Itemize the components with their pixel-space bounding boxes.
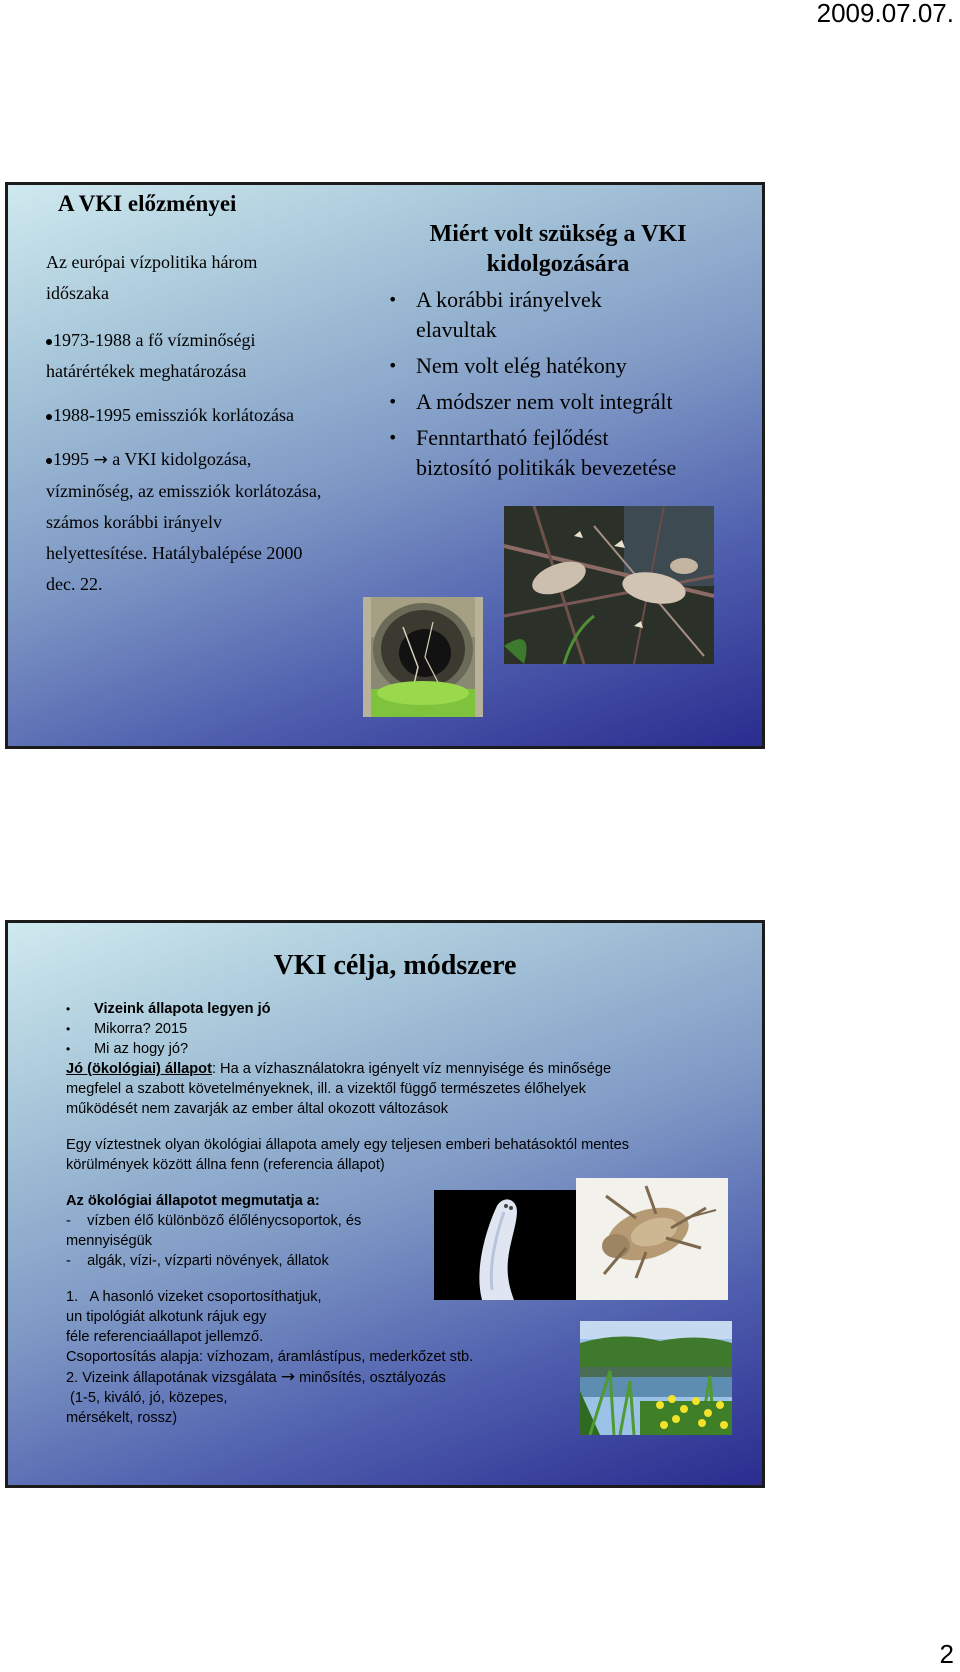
- arrow-right-icon: →: [280, 1367, 295, 1387]
- period-text: 1988-1995 emissziók korlátozása: [53, 405, 294, 425]
- arrow-right-icon: →: [93, 450, 108, 470]
- bullet-dot-icon: [46, 339, 52, 345]
- slide-vki-history: [5, 182, 765, 749]
- reason-text: Fenntartható fejlődést: [416, 425, 609, 450]
- definition-line: működését nem zavarják az ember által okozott változások: [66, 1101, 449, 1117]
- goal-text: Mikorra? 2015: [94, 1021, 188, 1037]
- bullet-icon: •: [66, 1022, 71, 1036]
- definition-term: Jó (ökológiai) állapot: [66, 1061, 212, 1077]
- reason-text: A korábbi irányelvek: [416, 287, 602, 312]
- reasons-title-line: kidolgozására: [486, 251, 630, 277]
- page-number: 2: [939, 1639, 954, 1669]
- reason-text: Nem volt elég hatékony: [416, 353, 627, 378]
- goal-bullets: [66, 999, 271, 1059]
- definition-text: [66, 1059, 611, 1119]
- eco-line: mennyiségük: [66, 1233, 152, 1249]
- period-text: határértékek meghatározása: [46, 361, 247, 381]
- step-line: un tipológiát alkotunk rájuk egy: [66, 1309, 267, 1325]
- step-line: (1-5, kiváló, jó, közepes,: [66, 1390, 228, 1406]
- flatworm-photo: [434, 1190, 576, 1300]
- step-line: Csoportosítás alapja: vízhozam, áramlástípus, mederkőzet stb.: [66, 1349, 474, 1365]
- slide-title: A VKI előzményei: [58, 191, 237, 216]
- reason-item: [388, 351, 728, 381]
- reason-item: [388, 285, 728, 345]
- insect-larva-photo: [576, 1178, 728, 1300]
- bullet-icon: •: [388, 290, 398, 309]
- bullet-icon: •: [66, 1002, 71, 1016]
- goal-bullet-item: [66, 999, 271, 1019]
- bullet-dot-icon: [46, 414, 52, 420]
- slide-vki-goal-method: [5, 920, 765, 1488]
- reference-line: Egy víztestnek olyan ökológiai állapota amely egy teljesen emberi behatásoktól mentes: [66, 1137, 629, 1153]
- period-text: 1995: [53, 449, 94, 469]
- goal-bullet-item: [66, 1039, 271, 1059]
- period-item: [46, 325, 386, 387]
- slide-title: VKI célja, módszere: [273, 950, 517, 981]
- period-text: számos korábbi irányelv: [46, 512, 222, 532]
- drainage-pipe-photo: [363, 597, 483, 717]
- bullet-dot-icon: [46, 458, 52, 464]
- intro-line: Az európai vízpolitika három: [46, 252, 258, 272]
- period-item: [46, 400, 386, 431]
- goal-text: Vizeink állapota legyen jó: [94, 1001, 271, 1017]
- reasons-title: [388, 219, 728, 279]
- bullet-icon: •: [388, 356, 398, 375]
- reasons-list: [388, 285, 728, 489]
- reference-text: [66, 1135, 629, 1175]
- period-text: dec. 22.: [46, 574, 103, 594]
- reference-line: körülmények között állna fenn (referencia állapot): [66, 1157, 385, 1173]
- period-list: [46, 325, 386, 613]
- period-text: 1973-1988 a fő vízminőségi: [53, 330, 256, 350]
- goal-bullet-item: [66, 1019, 271, 1039]
- period-item: [46, 444, 386, 600]
- intro-line: időszaka: [46, 283, 109, 303]
- step-line: 1. A hasonló vizeket csoportosíthatjuk,: [66, 1289, 322, 1305]
- step-line: mérsékelt, rossz): [66, 1410, 178, 1426]
- eco-indicators-text: [66, 1191, 361, 1271]
- goal-text: Mi az hogy jó?: [94, 1041, 189, 1057]
- lake-flowers-photo: [580, 1321, 732, 1435]
- reason-text: elavultak: [416, 317, 497, 342]
- dead-fish-photo: [504, 506, 714, 664]
- period-text: vízminőség, az emissziók korlátozása,: [46, 481, 322, 501]
- period-text: helyettesítése. Hatálybalépése 2000: [46, 543, 303, 563]
- reason-text: biztosító politikák bevezetése: [416, 455, 677, 480]
- eco-line: - algák, vízi-, vízparti növények, állatok: [66, 1253, 329, 1269]
- step-line: 2. Vizeink állapotának vizsgálata: [66, 1370, 281, 1386]
- period-text: a VKI kidolgozása,: [107, 449, 252, 469]
- bullet-icon: •: [66, 1042, 71, 1056]
- definition-line: : Ha a vízhasználatokra igényelt víz mennyisége és minősége: [211, 1061, 612, 1077]
- header-date: 2009.07.07.: [816, 0, 954, 28]
- step-line: minősítés, osztályozás: [294, 1370, 446, 1386]
- eco-line: - vízben élő különböző élőlénycsoportok, és: [66, 1213, 362, 1229]
- reason-text: A módszer nem volt integrált: [416, 389, 673, 414]
- reasons-title-line: Miért volt szükség a VKI: [429, 221, 687, 247]
- eco-heading: Az ökológiai állapotot megmutatja a:: [66, 1193, 320, 1209]
- intro-text: [46, 247, 366, 309]
- step-line: féle referenciaállapot jellemző.: [66, 1329, 264, 1345]
- method-steps-text: [66, 1287, 473, 1428]
- definition-line: megfelel a szabott követelményeknek, ill. a vizektől függő természetes élőhelyek: [66, 1081, 586, 1097]
- reason-item: [388, 423, 728, 483]
- reason-item: [388, 387, 728, 417]
- bullet-icon: •: [388, 392, 398, 411]
- bullet-icon: •: [388, 428, 398, 447]
